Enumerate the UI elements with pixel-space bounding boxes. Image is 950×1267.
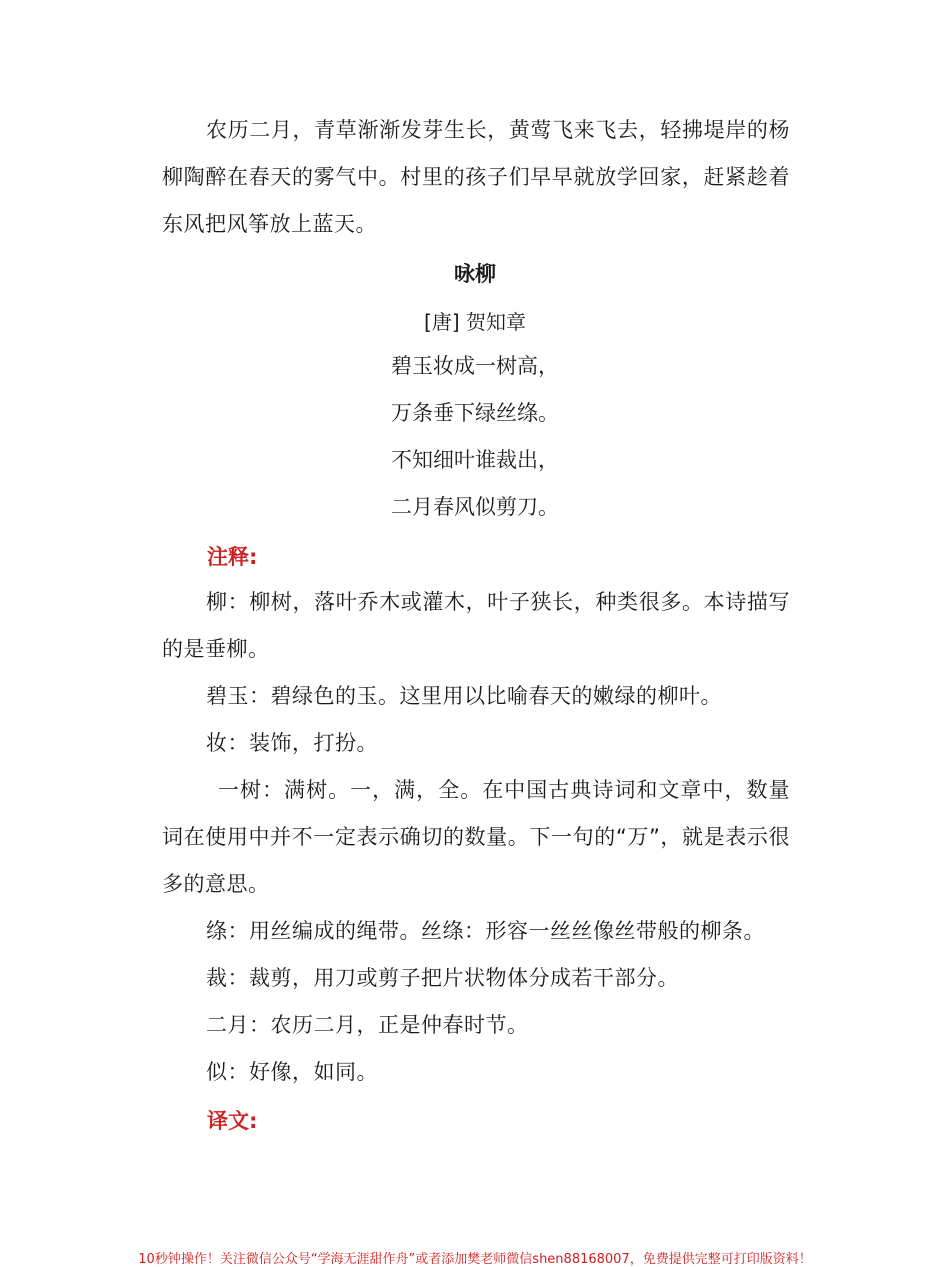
note-item: 柳：柳树，落叶乔木或灌木，叶子狭长，种类很多。本诗描写的是垂柳。 — [162, 590, 790, 661]
poem-title: 咏柳 — [454, 262, 496, 286]
note-item: 裁：裁剪，用刀或剪子把片状物体分成若干部分。 — [206, 966, 679, 990]
translation-heading: 译文: — [207, 1109, 258, 1133]
poem-lines — [0, 343, 950, 531]
notes-heading: 注释: — [207, 545, 258, 569]
intro-paragraph: 农历二月，青草渐渐发芽生长，黄莺飞来飞去，轻拂堤岸的杨柳陶醉在春天的雾气中。村里的孩子们早早就放学回家，赶紧趁着东风把风筝放上蓝天。 — [162, 118, 790, 236]
note-item: 一树：满树。一，满，全。在中国古典诗词和文章中，数量词在使用中并不一定表示确切的数量。下一句的“万”，就是表示很多的意思。 — [162, 778, 790, 896]
poem-line: 二月春风似剪刀。 — [391, 495, 559, 519]
note-item: 碧玉：碧绿色的玉。这里用以比喻春天的嫩绿的柳叶。 — [206, 684, 722, 708]
note-item: 妆：装饰，打扮。 — [206, 731, 378, 755]
note-item: 绦：用丝编成的绳带。丝绦：形容一丝丝像丝带般的柳条。 — [206, 919, 765, 943]
poem-line: 不知细叶谁裁出， — [391, 448, 559, 472]
note-item: 二月：农历二月，正是仲春时节。 — [206, 1013, 529, 1037]
poem-line: 碧玉妆成一树高， — [391, 354, 559, 378]
poem-author: [唐] 贺知章 — [424, 310, 526, 334]
footer-promo: 10秒钟操作！关注微信公众号“学海无涯甜作舟”或者添加樊老师微信shen88168007，免费提供完整可打印版资料！ — [138, 1252, 812, 1267]
poem-line: 万条垂下绿丝绦。 — [391, 401, 559, 425]
note-item: 似：好像，如同。 — [206, 1060, 378, 1084]
